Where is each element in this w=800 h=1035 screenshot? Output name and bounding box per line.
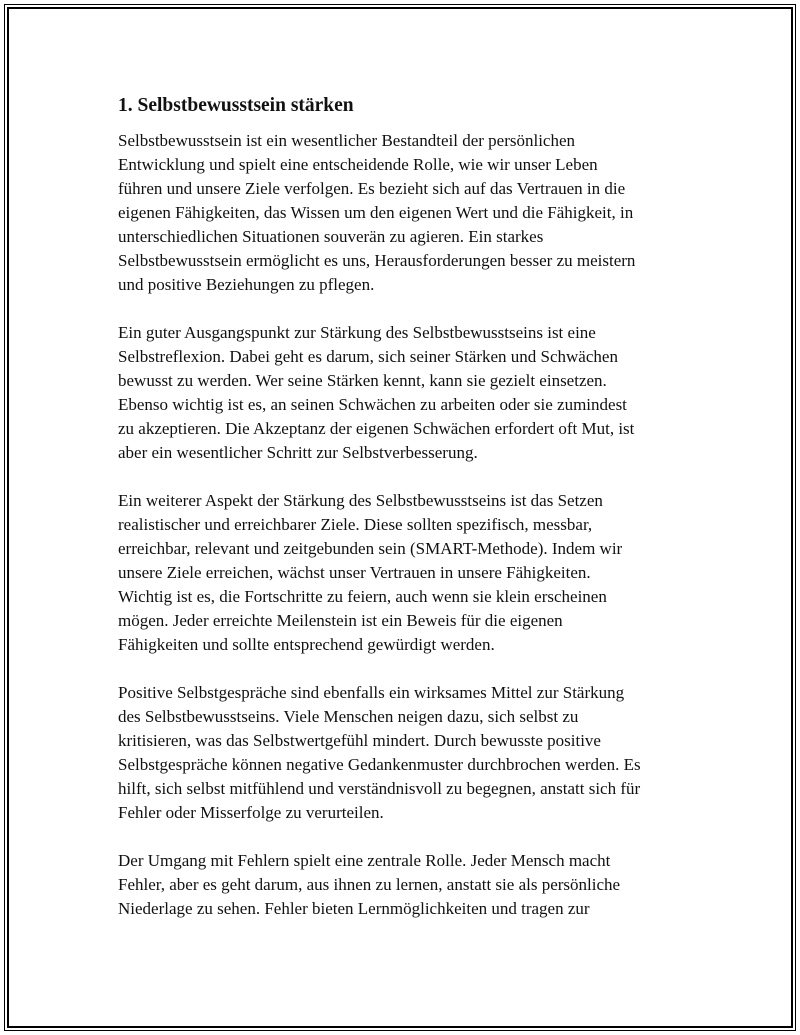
text-line: Fehler oder Misserfolge zu verurteilen. xyxy=(118,803,384,822)
text-line: Fähigkeiten und sollte entsprechend gewürdigt werden. xyxy=(118,635,495,654)
text-line: unterschiedlichen Situationen souverän zu agieren. Ein starkes xyxy=(118,227,544,246)
text-line: Selbstgespräche können negative Gedankenmuster durchbrochen werden. Es xyxy=(118,755,641,774)
text-line: Ein weiterer Aspekt der Stärkung des Selbstbewusstseins ist das Setzen xyxy=(118,491,603,510)
text-line: eigenen Fähigkeiten, das Wissen um den eigenen Wert und die Fähigkeit, in xyxy=(118,203,634,222)
text-line: des Selbstbewusstseins. Viele Menschen neigen dazu, sich selbst zu xyxy=(118,707,579,726)
text-line: aber ein wesentlicher Schritt zur Selbstverbesserung. xyxy=(118,443,478,462)
text-line: Niederlage zu sehen. Fehler bieten Lernmöglichkeiten und tragen zur xyxy=(118,899,590,918)
text-line: Ein guter Ausgangspunkt zur Stärkung des Selbstbewusstseins ist eine xyxy=(118,323,596,342)
paragraph xyxy=(118,321,698,465)
text-line: Wichtig ist es, die Fortschritte zu feiern, auch wenn sie klein erscheinen xyxy=(118,587,607,606)
paragraph xyxy=(118,489,698,657)
text-line: Entwicklung und spielt eine entscheidende Rolle, wie wir unser Leben xyxy=(118,155,598,174)
text-line: unsere Ziele erreichen, wächst unser Vertrauen in unsere Fähigkeiten. xyxy=(118,563,591,582)
text-line: kritisieren, was das Selbstwertgefühl mindert. Durch bewusste positive xyxy=(118,731,601,750)
text-line: Der Umgang mit Fehlern spielt eine zentrale Rolle. Jeder Mensch macht xyxy=(118,851,611,870)
text-line: führen und unsere Ziele verfolgen. Es bezieht sich auf das Vertrauen in die xyxy=(118,179,626,198)
text-line: hilft, sich selbst mitfühlend und verständnisvoll zu begegnen, anstatt sich für xyxy=(118,779,641,798)
text-line: Positive Selbstgespräche sind ebenfalls ein wirksames Mittel zur Stärkung xyxy=(118,683,625,702)
text-line: mögen. Jeder erreichte Meilenstein ist ein Beweis für die eigenen xyxy=(118,611,563,630)
text-line: erreichbar, relevant und zeitgebunden sein (SMART-Methode). Indem wir xyxy=(118,539,623,558)
paragraph xyxy=(118,129,698,297)
paragraph xyxy=(118,681,698,825)
text-line: Selbstbewusstsein ermöglicht es uns, Herausforderungen besser zu meistern xyxy=(118,251,636,270)
text-line: Ebenso wichtig ist es, an seinen Schwächen zu arbeiten oder sie zumindest xyxy=(118,395,627,414)
text-line: Selbstreflexion. Dabei geht es darum, sich seiner Stärken und Schwächen xyxy=(118,347,618,366)
paragraph xyxy=(118,849,698,921)
text-line: Selbstbewusstsein ist ein wesentlicher Bestandteil der persönlichen xyxy=(118,131,576,150)
text-line: realistischer und erreichbarer Ziele. Diese sollten spezifisch, messbar, xyxy=(118,515,593,534)
text-line: und positive Beziehungen zu pflegen. xyxy=(118,275,375,294)
text-line: zu akzeptieren. Die Akzeptanz der eigenen Schwächen erfordert oft Mut, ist xyxy=(118,419,635,438)
document-body xyxy=(118,92,698,945)
section-heading: 1. Selbstbewusstsein stärken xyxy=(118,95,354,116)
text-line: bewusst zu werden. Wer seine Stärken kennt, kann sie gezielt einsetzen. xyxy=(118,371,607,390)
text-line: Fehler, aber es geht darum, aus ihnen zu lernen, anstatt sie als persönliche xyxy=(118,875,621,894)
